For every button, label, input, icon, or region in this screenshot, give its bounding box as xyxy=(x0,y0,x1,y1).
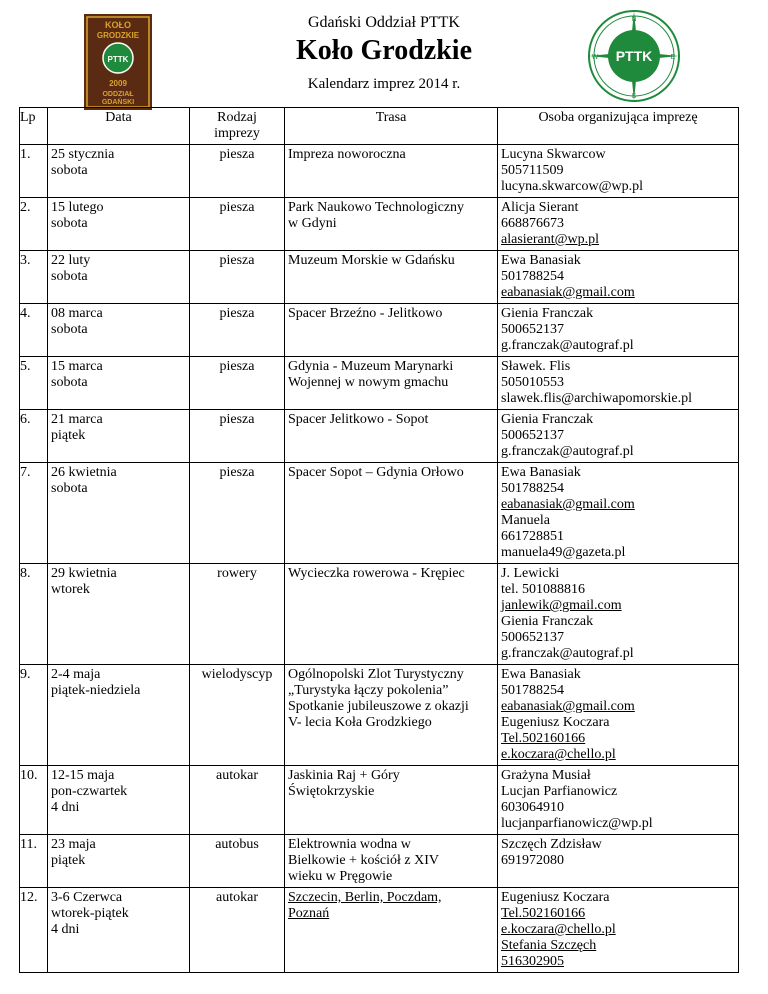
contact-line: 603064910 xyxy=(501,800,564,815)
contact-line: e.koczara@chello.pl xyxy=(501,922,616,937)
route-line: Ogólnopolski Zlot Turystyczny xyxy=(288,667,464,682)
date-line: pon-czwartek xyxy=(51,784,128,799)
date-line: sobota xyxy=(51,322,88,337)
column-header-rodzaj: Rodzaj imprezy xyxy=(190,108,285,145)
events-table xyxy=(19,107,739,973)
cell-route xyxy=(285,410,498,463)
cell-contact xyxy=(498,665,739,766)
table-row xyxy=(20,888,739,973)
cell-type: rowery xyxy=(190,564,285,665)
route-line: Muzeum Morskie w Gdańsku xyxy=(288,253,455,268)
table-row xyxy=(20,766,739,835)
cell-date xyxy=(48,835,190,888)
date-line: 23 maja xyxy=(51,837,96,852)
route-line: w Gdyni xyxy=(288,216,337,231)
compass-s: S xyxy=(631,93,637,100)
contact-line: Manuela xyxy=(501,513,550,528)
cell-date xyxy=(48,198,190,251)
contact-line: Gienia Franczak xyxy=(501,412,594,427)
compass-e: E xyxy=(670,54,676,61)
cell-date xyxy=(48,304,190,357)
table-header-row xyxy=(20,108,739,145)
cell-route xyxy=(285,766,498,835)
contact-line: tel. 501088816 xyxy=(501,582,585,597)
cell-contact xyxy=(498,888,739,973)
contact-line: Lucjan Parfianowicz xyxy=(501,784,618,799)
route-line: Elektrownia wodna w xyxy=(288,837,411,852)
cell-type: piesza xyxy=(190,251,285,304)
cell-contact xyxy=(498,564,739,665)
date-line: 12-15 maja xyxy=(51,768,115,783)
contact-line: eabanasiak@gmail.com xyxy=(501,285,635,300)
route-line: „Turystyka łączy pokolenia” xyxy=(288,683,449,698)
logo-left-text-1: KOŁO xyxy=(105,20,131,30)
contact-line: eabanasiak@gmail.com xyxy=(501,497,635,512)
table-row xyxy=(20,410,739,463)
contact-line: janlewik@gmail.com xyxy=(501,598,622,613)
cell-date xyxy=(48,888,190,973)
date-line: 21 marca xyxy=(51,412,103,427)
route-line: Poznań xyxy=(288,906,330,921)
cell-lp: 4. xyxy=(20,304,48,357)
contact-line: Lucyna Skwarcow xyxy=(501,147,606,162)
date-line: 26 kwietnia xyxy=(51,465,117,480)
table-row xyxy=(20,357,739,410)
logo-left-text-3: PTTK xyxy=(107,55,129,64)
cell-date xyxy=(48,410,190,463)
cell-contact xyxy=(498,835,739,888)
column-header-trasa: Trasa xyxy=(285,108,498,145)
contact-line: Tel.502160166 xyxy=(501,731,586,746)
column-header-data: Data xyxy=(48,108,190,145)
cell-contact xyxy=(498,463,739,564)
contact-line: 501788254 xyxy=(501,481,564,496)
contact-line: g.franczak@autograf.pl xyxy=(501,444,634,459)
cell-date xyxy=(48,463,190,564)
contact-line: 691972080 xyxy=(501,853,564,868)
table-row xyxy=(20,835,739,888)
contact-line: Grażyna Musiał xyxy=(501,768,591,783)
date-line: 4 dni xyxy=(51,922,80,937)
page-header xyxy=(0,0,768,110)
date-line: sobota xyxy=(51,216,88,231)
date-line: 3-6 Czerwca xyxy=(51,890,123,905)
cell-date xyxy=(48,357,190,410)
contact-line: 501788254 xyxy=(501,683,564,698)
contact-line: 500652137 xyxy=(501,428,564,443)
contact-line: slawek.flis@archiwapomorskie.pl xyxy=(501,391,692,406)
cell-route xyxy=(285,357,498,410)
cell-lp: 1. xyxy=(20,145,48,198)
cell-lp: 5. xyxy=(20,357,48,410)
contact-line: alasierant@wp.pl xyxy=(501,232,600,247)
table-row xyxy=(20,251,739,304)
date-line: 25 stycznia xyxy=(51,147,115,162)
date-line: sobota xyxy=(51,481,88,496)
route-line: wieku w Pręgowie xyxy=(288,869,393,884)
cell-type: piesza xyxy=(190,463,285,564)
cell-lp: 10. xyxy=(20,766,48,835)
cell-contact xyxy=(498,251,739,304)
cell-date xyxy=(48,665,190,766)
date-line: 15 lutego xyxy=(51,200,104,215)
route-line: Bielkowie + kościół z XIV xyxy=(288,853,439,868)
logo-left-text-2: GRODZKIE xyxy=(96,31,140,40)
cell-type: piesza xyxy=(190,145,285,198)
contact-line: lucjanparfianowicz@wp.pl xyxy=(501,816,653,831)
cell-type: piesza xyxy=(190,357,285,410)
route-line: Spacer Sopot – Gdynia Orłowo xyxy=(288,465,464,480)
cell-contact xyxy=(498,766,739,835)
date-line: 29 kwietnia xyxy=(51,566,117,581)
cell-lp: 11. xyxy=(20,835,48,888)
route-line: Spacer Jelitkowo - Sopot xyxy=(288,412,429,427)
cell-type: piesza xyxy=(190,198,285,251)
route-line: Wycieczka rowerowa - Krępiec xyxy=(288,566,465,581)
date-line: piątek-niedziela xyxy=(51,683,141,698)
contact-line: Stefania Szczęch xyxy=(501,938,597,953)
compass-n: N xyxy=(631,16,637,23)
date-line: 08 marca xyxy=(51,306,103,321)
contact-line: Tel.502160166 xyxy=(501,906,586,921)
contact-line: Ewa Banasiak xyxy=(501,667,581,682)
contact-line: Ewa Banasiak xyxy=(501,253,581,268)
cell-type: autokar xyxy=(190,888,285,973)
table-row xyxy=(20,304,739,357)
date-line: wtorek xyxy=(51,582,90,597)
date-line: 2-4 maja xyxy=(51,667,101,682)
route-line: Spacer Brzeźno - Jelitkowo xyxy=(288,306,443,321)
cell-route xyxy=(285,888,498,973)
date-line: wtorek-piątek xyxy=(51,906,129,921)
route-line: Wojennej w nowym gmachu xyxy=(288,375,449,390)
route-line: Spotkanie jubileuszowe z okazji xyxy=(288,699,469,714)
contact-line: Eugeniusz Koczara xyxy=(501,890,610,905)
contact-line: 661728851 xyxy=(501,529,564,544)
contact-line: 500652137 xyxy=(501,630,564,645)
cell-route xyxy=(285,198,498,251)
table-row xyxy=(20,665,739,766)
cell-contact xyxy=(498,145,739,198)
column-header-osoba: Osoba organizująca imprezę xyxy=(498,108,739,145)
page-subtitle: Kalendarz imprez 2014 r. xyxy=(307,76,461,92)
contact-line: 500652137 xyxy=(501,322,564,337)
cell-lp: 6. xyxy=(20,410,48,463)
cell-lp: 3. xyxy=(20,251,48,304)
contact-line: Alicja Sierant xyxy=(501,200,579,215)
date-line: 22 luty xyxy=(51,253,91,268)
date-line: piątek xyxy=(51,428,86,443)
cell-type: autokar xyxy=(190,766,285,835)
table-row xyxy=(20,564,739,665)
contact-line: 501788254 xyxy=(501,269,564,284)
route-line: Świętokrzyskie xyxy=(288,784,375,799)
contact-line: e.koczara@chello.pl xyxy=(501,747,616,762)
cell-route xyxy=(285,463,498,564)
contact-line: 668876673 xyxy=(501,216,564,231)
date-line: piątek xyxy=(51,853,86,868)
cell-contact xyxy=(498,357,739,410)
logo-left-text-6: GDAŃSKI xyxy=(101,99,135,106)
cell-type: wielodyscyp xyxy=(190,665,285,766)
compass-w: W xyxy=(591,54,599,61)
contact-line: lucyna.skwarcow@wp.pl xyxy=(501,179,643,194)
route-line: Szczecin, Berlin, Poczdam, xyxy=(288,890,442,905)
contact-line: Sławek. Flis xyxy=(501,359,571,374)
route-line: Impreza noworoczna xyxy=(288,147,406,162)
route-line: Park Naukowo Technologiczny xyxy=(288,200,465,215)
contact-line: manuela49@gazeta.pl xyxy=(501,545,626,560)
cell-route xyxy=(285,665,498,766)
cell-type: autobus xyxy=(190,835,285,888)
contact-line: Eugeniusz Koczara xyxy=(501,715,610,730)
column-header-lp: Lp xyxy=(20,108,48,145)
cell-route xyxy=(285,564,498,665)
date-line: 4 dni xyxy=(51,800,80,815)
cell-date xyxy=(48,766,190,835)
date-line: sobota xyxy=(51,163,88,178)
page-title: Koło Grodzkie xyxy=(295,35,473,66)
table-row xyxy=(20,145,739,198)
table-body xyxy=(20,145,739,973)
table-row xyxy=(20,198,739,251)
organization-name: Gdański Oddział PTTK xyxy=(308,14,460,31)
cell-date xyxy=(48,564,190,665)
route-line: V- lecia Koła Grodzkiego xyxy=(288,715,432,730)
cell-route xyxy=(285,304,498,357)
cell-contact xyxy=(498,410,739,463)
pttk-compass-logo xyxy=(585,7,683,105)
contact-line: 505010553 xyxy=(501,375,564,390)
cell-lp: 9. xyxy=(20,665,48,766)
contact-line: 516302905 xyxy=(501,954,564,969)
contact-line: Ewa Banasiak xyxy=(501,465,581,480)
cell-date xyxy=(48,145,190,198)
contact-line: J. Lewicki xyxy=(501,566,560,581)
cell-route xyxy=(285,835,498,888)
contact-line: Szczęch Zdzisław xyxy=(501,837,602,852)
logo-left-text-4: 2009 xyxy=(109,79,127,88)
contact-line: eabanasiak@gmail.com xyxy=(501,699,635,714)
date-line: sobota xyxy=(51,269,88,284)
route-line: Jaskinia Raj + Góry xyxy=(288,768,400,783)
cell-lp: 8. xyxy=(20,564,48,665)
cell-route xyxy=(285,251,498,304)
logo-left-text-5: ODDZIAŁ xyxy=(102,91,134,98)
cell-lp: 7. xyxy=(20,463,48,564)
contact-line: Gienia Franczak xyxy=(501,306,594,321)
date-line: sobota xyxy=(51,375,88,390)
route-line: Gdynia - Muzeum Marynarki xyxy=(288,359,454,374)
table-row xyxy=(20,463,739,564)
logo-right-text: PTTK xyxy=(615,48,653,64)
cell-type: piesza xyxy=(190,304,285,357)
contact-line: Gienia Franczak xyxy=(501,614,594,629)
cell-lp: 2. xyxy=(20,198,48,251)
cell-type: piesza xyxy=(190,410,285,463)
cell-lp: 12. xyxy=(20,888,48,973)
contact-line: 505711509 xyxy=(501,163,564,178)
cell-date xyxy=(48,251,190,304)
cell-contact xyxy=(498,304,739,357)
cell-route xyxy=(285,145,498,198)
cell-contact xyxy=(498,198,739,251)
contact-line: g.franczak@autograf.pl xyxy=(501,338,634,353)
date-line: 15 marca xyxy=(51,359,103,374)
contact-line: g.franczak@autograf.pl xyxy=(501,646,634,661)
